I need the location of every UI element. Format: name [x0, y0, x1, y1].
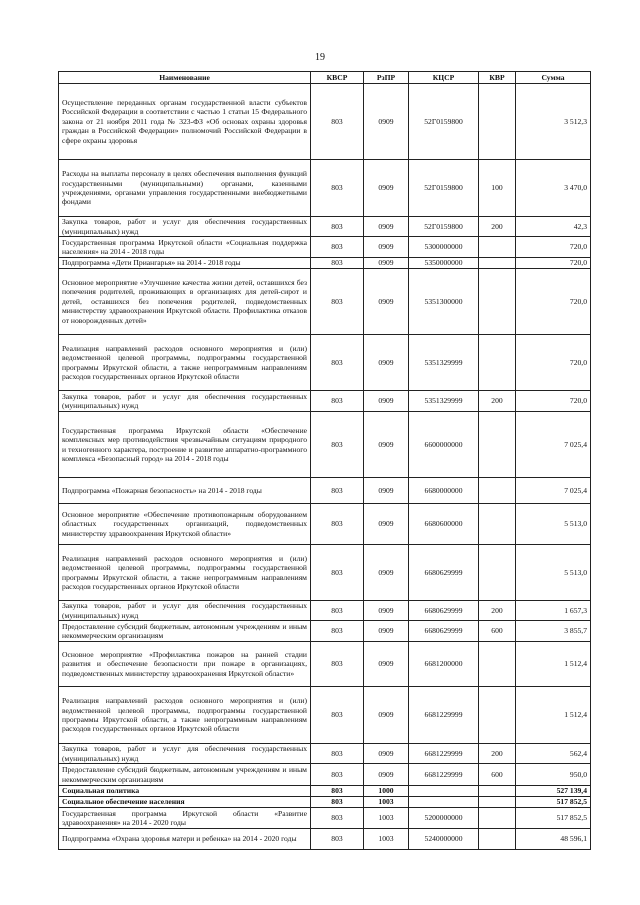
row-kvr — [479, 545, 516, 601]
row-kvr: 200 — [479, 601, 516, 621]
row-kvr — [479, 504, 516, 545]
row-name: Расходы на выплаты персоналу в целях обеспечения выполнения функций государственными (муниципальными) органами, казенными учреждениями, органами управления государственными внебюджетными фондами — [59, 160, 311, 217]
row-kvsr: 803 — [311, 601, 364, 621]
page-number: 19 — [315, 52, 325, 63]
table-row — [59, 478, 591, 504]
row-kcsr: 5350000000 — [409, 258, 479, 269]
row-kvr — [479, 808, 516, 829]
row-kvsr: 803 — [311, 237, 364, 258]
table-row — [59, 601, 591, 621]
row-amount: 3 855,7 — [516, 621, 591, 642]
row-rzpr: 0909 — [364, 269, 409, 335]
table-row — [59, 797, 591, 808]
row-kvr — [479, 797, 516, 808]
row-kvsr: 803 — [311, 391, 364, 412]
row-name: Реализация направлений расходов основного мероприятия и (или) ведомственной целевой программы, подпрограммы государственной программы Иркутской области, а также непрограммным направлениям расходов государственных органов Иркутской области — [59, 687, 311, 744]
row-name: Подпрограмма «Пожарная безопасность» на 2014 - 2018 годы — [59, 478, 311, 504]
row-rzpr: 1003 — [364, 797, 409, 808]
row-kvsr: 803 — [311, 269, 364, 335]
row-kcsr: 6681229999 — [409, 764, 479, 786]
row-kvr — [479, 269, 516, 335]
row-kvsr: 803 — [311, 808, 364, 829]
table-body — [59, 84, 591, 850]
column-header-name: Наименование — [59, 72, 311, 84]
row-amount: 720,0 — [516, 237, 591, 258]
row-kcsr: 6680629999 — [409, 621, 479, 642]
row-kvr: 600 — [479, 764, 516, 786]
row-kvr — [479, 335, 516, 391]
row-name: Реализация направлений расходов основного мероприятия и (или) ведомственной целевой программы, подпрограммы государственной программы Иркутской области, а также непрограммным направлениям расходов государственных органов Иркутской области — [59, 545, 311, 601]
row-name: Социальное обеспечение населения — [59, 797, 311, 808]
column-header-amount: Сумма — [516, 72, 591, 84]
row-kcsr: 6680629999 — [409, 601, 479, 621]
row-amount: 42,3 — [516, 217, 591, 237]
row-amount: 5 513,0 — [516, 545, 591, 601]
row-kcsr: 52Г0159800 — [409, 84, 479, 160]
row-name: Предоставление субсидий бюджетным, автономным учреждениям и иным некоммерческим организациям — [59, 764, 311, 786]
row-rzpr: 0909 — [364, 744, 409, 764]
row-name: Социальная политика — [59, 786, 311, 797]
row-kvsr: 803 — [311, 642, 364, 687]
column-header-kvr: КВР — [479, 72, 516, 84]
table-row — [59, 412, 591, 478]
row-kcsr — [409, 797, 479, 808]
row-amount: 7 025,4 — [516, 412, 591, 478]
row-name: Подпрограмма «Охрана здоровья матери и ребенка» на 2014 - 2020 годы — [59, 829, 311, 850]
row-name: Закупка товаров, работ и услуг для обеспечения государственных (муниципальных) нужд — [59, 601, 311, 621]
row-kcsr: 5351300000 — [409, 269, 479, 335]
row-name: Государственная программа Иркутской области «Обеспечение комплексных мер противодействия чрезвычайным ситуациям природного и техногенного характера, построение и развитие аппаратно-программного комплекса «Безопасный город» на 2014 - 2018 годы — [59, 412, 311, 478]
row-kcsr: 5351329999 — [409, 391, 479, 412]
row-amount: 3 512,3 — [516, 84, 591, 160]
row-rzpr: 0909 — [364, 160, 409, 217]
row-kcsr: 6680600000 — [409, 504, 479, 545]
row-rzpr: 0909 — [364, 412, 409, 478]
row-kvsr: 803 — [311, 687, 364, 744]
row-kvsr: 803 — [311, 258, 364, 269]
row-kvsr: 803 — [311, 764, 364, 786]
row-amount: 527 139,4 — [516, 786, 591, 797]
table-row — [59, 744, 591, 764]
row-kcsr: 52Г0159800 — [409, 160, 479, 217]
row-kvr — [479, 412, 516, 478]
table-row — [59, 217, 591, 237]
table-row — [59, 335, 591, 391]
row-kvr: 600 — [479, 621, 516, 642]
row-kvsr: 803 — [311, 829, 364, 850]
row-rzpr: 0909 — [364, 217, 409, 237]
row-kcsr: 5240000000 — [409, 829, 479, 850]
row-kcsr: 6681229999 — [409, 687, 479, 744]
row-name: Предоставление субсидий бюджетным, автономным учреждениям и иным некоммерческим организациям — [59, 621, 311, 642]
row-kvsr: 803 — [311, 797, 364, 808]
row-amount: 562,4 — [516, 744, 591, 764]
row-amount: 517 852,5 — [516, 808, 591, 829]
row-name: Государственная программа Иркутской области «Развитие здравоохранения» на 2014 - 2020 годы — [59, 808, 311, 829]
row-kvr: 200 — [479, 217, 516, 237]
row-rzpr: 0909 — [364, 237, 409, 258]
row-amount: 48 596,1 — [516, 829, 591, 850]
row-kvr — [479, 687, 516, 744]
row-kvsr: 803 — [311, 621, 364, 642]
row-rzpr: 0909 — [364, 687, 409, 744]
row-amount: 7 025,4 — [516, 478, 591, 504]
row-kvsr: 803 — [311, 335, 364, 391]
row-kvsr: 803 — [311, 217, 364, 237]
row-kvr — [479, 84, 516, 160]
row-rzpr: 0909 — [364, 335, 409, 391]
row-name: Закупка товаров, работ и услуг для обеспечения государственных (муниципальных) нужд — [59, 744, 311, 764]
row-kvsr: 803 — [311, 744, 364, 764]
table-row — [59, 808, 591, 829]
row-kvsr: 803 — [311, 545, 364, 601]
row-rzpr: 0909 — [364, 391, 409, 412]
table-row — [59, 687, 591, 744]
row-amount: 1 657,3 — [516, 601, 591, 621]
table-row — [59, 621, 591, 642]
row-amount: 720,0 — [516, 391, 591, 412]
row-kvsr: 803 — [311, 160, 364, 217]
row-amount: 720,0 — [516, 269, 591, 335]
row-amount: 3 470,0 — [516, 160, 591, 217]
row-kvsr: 803 — [311, 786, 364, 797]
row-name: Закупка товаров, работ и услуг для обеспечения государственных (муниципальных) нужд — [59, 391, 311, 412]
table-row — [59, 764, 591, 786]
row-name: Государственная программа Иркутской области «Социальная поддержка населения» на 2014 - 2018 годы — [59, 237, 311, 258]
row-rzpr: 0909 — [364, 258, 409, 269]
row-rzpr: 0909 — [364, 478, 409, 504]
row-kcsr: 5351329999 — [409, 335, 479, 391]
row-amount: 1 512,4 — [516, 687, 591, 744]
table-row — [59, 391, 591, 412]
row-rzpr: 0909 — [364, 84, 409, 160]
row-name: Подпрограмма «Дети Приангарья» на 2014 - 2018 годы — [59, 258, 311, 269]
column-header-rzpr: РзПР — [364, 72, 409, 84]
row-amount: 720,0 — [516, 335, 591, 391]
column-header-kvsr: КВСР — [311, 72, 364, 84]
row-kcsr — [409, 786, 479, 797]
row-amount: 517 852,5 — [516, 797, 591, 808]
row-kvr — [479, 786, 516, 797]
table-row — [59, 545, 591, 601]
row-kcsr: 6680000000 — [409, 478, 479, 504]
table-row — [59, 642, 591, 687]
row-amount: 5 513,0 — [516, 504, 591, 545]
row-rzpr: 0909 — [364, 601, 409, 621]
row-kcsr: 6681229999 — [409, 744, 479, 764]
row-kvsr: 803 — [311, 478, 364, 504]
row-name: Реализация направлений расходов основного мероприятия и (или) ведомственной целевой программы, подпрограммы государственной программы Иркутской области, а также непрограммным направлениям расходов государственных органов Иркутской области — [59, 335, 311, 391]
table-row — [59, 504, 591, 545]
row-kcsr: 5300000000 — [409, 237, 479, 258]
row-name: Основное мероприятие «Профилактика пожаров на ранней стадии развития и обеспечение безопасности при пожаре в организациях, подведомственных министерству здравоохранения Иркутской области» — [59, 642, 311, 687]
table-row — [59, 237, 591, 258]
row-kvsr: 803 — [311, 412, 364, 478]
row-rzpr: 0909 — [364, 504, 409, 545]
row-kcsr: 6600000000 — [409, 412, 479, 478]
row-amount: 1 512,4 — [516, 642, 591, 687]
column-header-kcsr: КЦСР — [409, 72, 479, 84]
table-row — [59, 84, 591, 160]
table-row — [59, 829, 591, 850]
row-kvr — [479, 258, 516, 269]
row-rzpr: 0909 — [364, 642, 409, 687]
table-header-row — [59, 72, 591, 84]
budget-table — [58, 71, 591, 850]
row-amount: 720,0 — [516, 258, 591, 269]
table-row — [59, 786, 591, 797]
row-rzpr: 0909 — [364, 545, 409, 601]
row-kcsr: 6681200000 — [409, 642, 479, 687]
row-kvr — [479, 829, 516, 850]
row-kvr — [479, 478, 516, 504]
row-rzpr: 1003 — [364, 829, 409, 850]
row-kvsr: 803 — [311, 504, 364, 545]
table-row — [59, 269, 591, 335]
row-name: Основное мероприятие «Улучшение качества жизни детей, оставшихся без попечения родителей, проживающих в организациях для детей-сирот и детей, оставшихся без попечения родителей, подведомственных министерству здравоохранения Иркутской области. Профилактика отказов от новорожденных детей» — [59, 269, 311, 335]
row-kcsr: 52Г0159800 — [409, 217, 479, 237]
row-kcsr: 5200000000 — [409, 808, 479, 829]
row-name: Закупка товаров, работ и услуг для обеспечения государственных (муниципальных) нужд — [59, 217, 311, 237]
row-kvr: 200 — [479, 391, 516, 412]
table-row — [59, 258, 591, 269]
row-name: Осуществление переданных органам государственной власти субъектов Российской Федерации в соответствии с частью 1 статьи 15 Федерального закона от 21 ноября 2011 года № 323-ФЗ «Об основах охраны здоровья граждан в Российской Федерации» полномочий Российской Федерации в сфере охраны здоровья — [59, 84, 311, 160]
row-name: Основное мероприятие «Обеспечение противопожарным оборудованием областных государственных организаций, подведомственных министерству здравоохранения Иркутской области» — [59, 504, 311, 545]
row-kvr: 100 — [479, 160, 516, 217]
row-amount: 950,0 — [516, 764, 591, 786]
row-rzpr: 0909 — [364, 621, 409, 642]
row-rzpr: 0909 — [364, 764, 409, 786]
row-rzpr: 1003 — [364, 808, 409, 829]
row-kvsr: 803 — [311, 84, 364, 160]
row-rzpr: 1000 — [364, 786, 409, 797]
row-kvr — [479, 237, 516, 258]
row-kvr — [479, 642, 516, 687]
table-row — [59, 160, 591, 217]
row-kvr: 200 — [479, 744, 516, 764]
row-kcsr: 6680629999 — [409, 545, 479, 601]
